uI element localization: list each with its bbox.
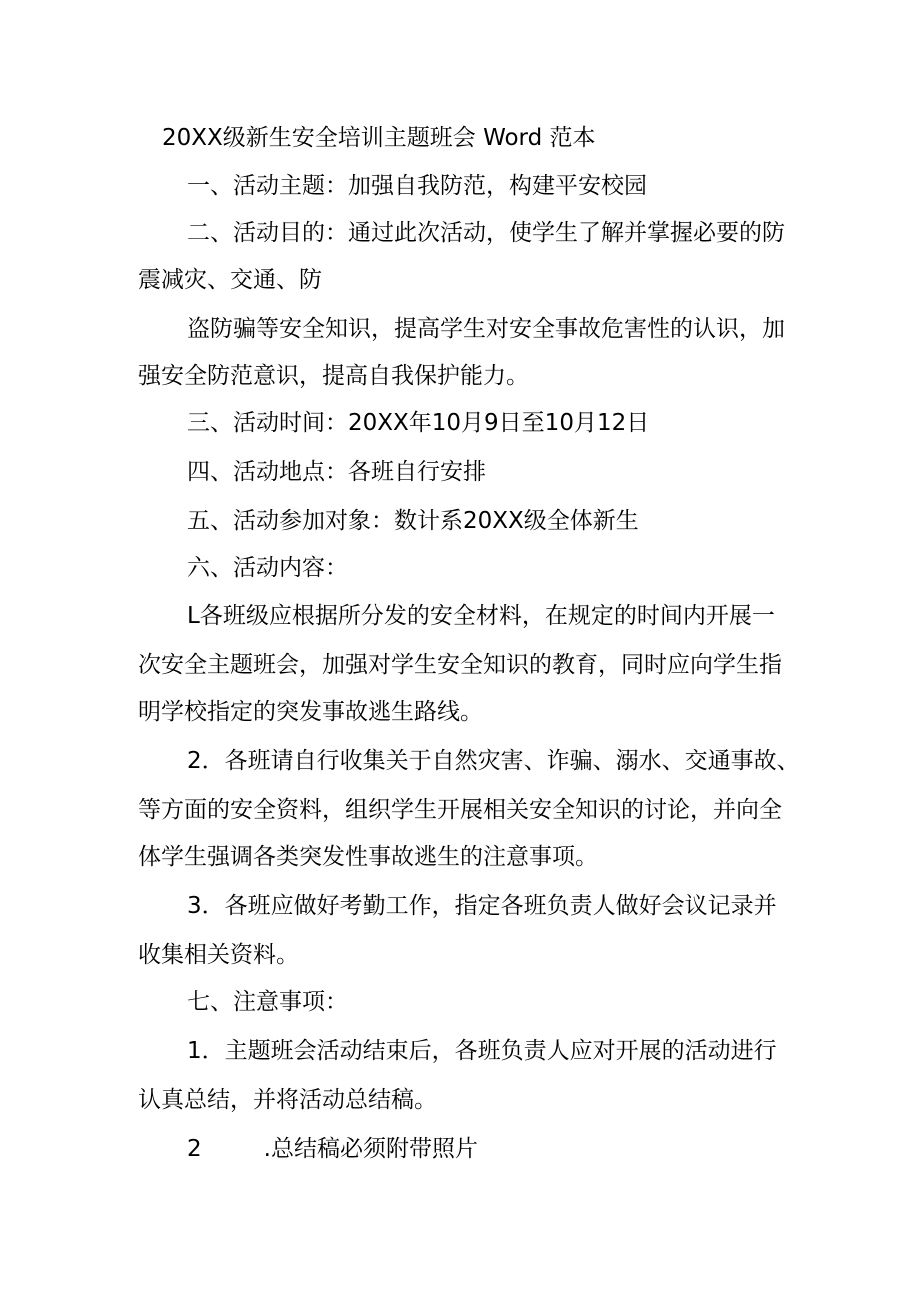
paragraph-line: 1．主题班会活动结束后，各班负责人应对开展的活动进行: [187, 1038, 777, 1064]
paragraph-line: 四、活动地点：各班自行安排: [187, 459, 486, 485]
paragraph-line: 认真总结，并将活动总结稿。: [138, 1087, 437, 1113]
document-title: 20XX级新生安全培训主题班会 Word 范本: [162, 125, 596, 151]
paragraph-line: 体学生强调各类突发性事故逃生的注意事项。: [138, 844, 598, 870]
paragraph-line: 强安全防范意识，提高自我保护能力。: [138, 363, 529, 389]
paragraph-line: 3．各班应做好考勤工作，指定各班负责人做好会议记录并: [187, 893, 777, 919]
paragraph-line: 明学校指定的突发事故逃生路线。: [138, 699, 483, 725]
paragraph-line: 震减灾、交通、防: [138, 267, 322, 293]
paragraph-line: 二、活动目的：通过此次活动，使学生了解并掌握必要的防: [187, 220, 785, 246]
paragraph-line: 五、活动参加对象：数计系20XX级全体新生: [187, 508, 639, 534]
list-text: .总结稿必须附带照片: [263, 1136, 478, 1162]
paragraph-line: 三、活动时间：20XX年10月9日至10月12日: [187, 410, 650, 436]
paragraph-line: L各班级应根据所分发的安全材料，在规定的时间内开展一: [187, 603, 775, 629]
paragraph-line: 2．各班请自行收集关于自然灾害、诈骗、溺水、交通事故、: [187, 748, 800, 774]
list-number: 2: [187, 1136, 202, 1162]
paragraph-line: 等方面的安全资料，组织学生开展相关安全知识的讨论，并向全: [138, 797, 782, 823]
paragraph-line: 七、注意事项：: [187, 989, 348, 1015]
paragraph-line: 六、活动内容：: [187, 555, 348, 581]
paragraph-line: 收集相关资料。: [138, 942, 299, 968]
paragraph-line: 盗防骗等安全知识，提高学生对安全事故危害性的认识，加: [187, 316, 785, 342]
paragraph-line: 次安全主题班会，加强对学生安全知识的教育，同时应向学生指: [138, 652, 782, 678]
paragraph-line: [187, 1134, 478, 1164]
paragraph-line: 一、活动主题：加强自我防范，构建平安校园: [187, 173, 647, 199]
